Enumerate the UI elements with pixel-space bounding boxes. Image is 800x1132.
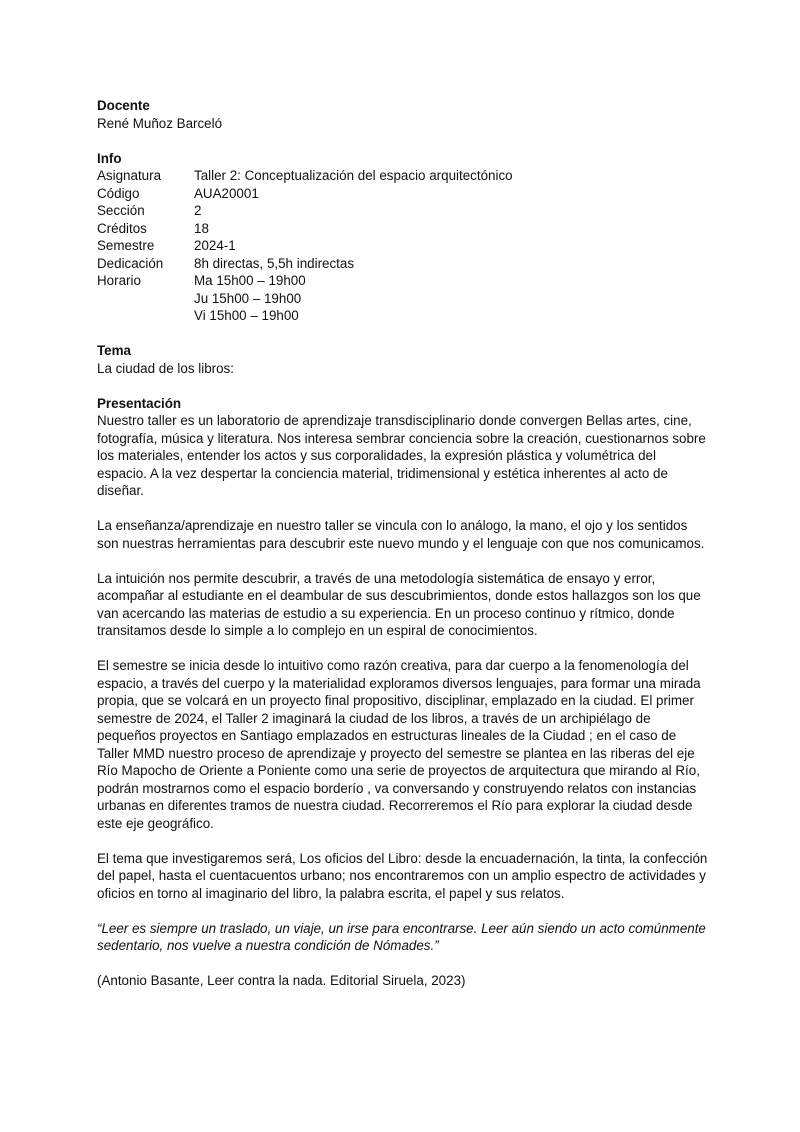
info-heading: Info xyxy=(97,150,122,166)
presentacion-paragraph: Nuestro taller es un laboratorio de aprendizaje transdisciplinario donde convergen Bellas artes, cine, fotografía, música y literatura. Nos interesa sembrar conciencia sobre la creación, cuestionarnos sobre los materiales, entender los actos y sus corporalidades, la expresión plástica y volumétrica del espacio. A la vez despertar la conciencia material, tridimensional y estética inherentes al acto de diseñar. xyxy=(97,413,706,498)
document-page xyxy=(97,97,709,1007)
info-value: 8h directas, 5,5h indirectas xyxy=(194,255,355,271)
info-key: Sección xyxy=(97,203,145,218)
info-row-creditos xyxy=(97,220,709,238)
horario-slot: Ju 15h00 – 19h00 xyxy=(194,290,302,306)
citation: (Antonio Basante, Leer contra la nada. Editorial Siruela, 2023) xyxy=(97,973,466,988)
info-row-horario xyxy=(97,272,709,325)
horario-list xyxy=(194,272,709,325)
info-value: 2 xyxy=(194,203,202,218)
horario-slot: Ma 15h00 – 19h00 xyxy=(194,273,306,288)
info-row-seccion xyxy=(97,202,709,220)
presentacion-section xyxy=(97,395,709,990)
info-value: 2024-1 xyxy=(194,238,236,253)
info-section xyxy=(97,150,709,325)
presentacion-paragraph: El semestre se inicia desde lo intuitivo como razón creativa, para dar cuerpo a la fenomenología del espacio, a través del cuerpo y la materialidad exploramos diversos lenguajes, para formar una mirada propia, que se volcará en un proyecto final propositivo, disciplinar, emplazado en la ciudad. El primer semestre de 2024, el Taller 2 imaginará la ciudad de los libros, a través de un archipiélago de pequeños proyectos en Santiago emplazados en estructuras lineales de la Ciudad ; en el caso de Taller MMD nuestro proceso de aprendizaje y proyecto del semestre se plantea en las riberas del eje Río Mapocho de Oriente a Poniente como una serie de proyectos de arquitectura que mirando al Río, podrán mostrarnos como el espacio borderío , va conversando y construyendo relatos con instancias urbanas en diferentes tramos de nuestra ciudad. Recorreremos el Río para explorar la ciudad desde este eje geográfico. xyxy=(97,658,701,831)
info-row-semestre xyxy=(97,237,709,255)
docente-heading: Docente xyxy=(97,98,150,113)
docente-name: René Muñoz Barceló xyxy=(97,115,223,131)
presentacion-heading: Presentación xyxy=(97,395,182,411)
info-key: Código xyxy=(97,185,140,201)
presentacion-paragraph: La enseñanza/aprendizaje en nuestro taller se vincula con lo análogo, la mano, el ojo y los sentidos son nuestras herramientas para descubrir este nuevo mundo y el lenguaje con que nos comunicamos. xyxy=(97,518,705,551)
tema-text: La ciudad de los libros: xyxy=(97,360,234,376)
tema-section xyxy=(97,342,709,377)
presentacion-paragraph: La intuición nos permite descubrir, a través de una metodología sistemática de ensayo y error, acompañar al estudiante en el deambular de sus descubrimientos, donde estos hallazgos son los que van acercando las materias de estudio a su experiencia. En un proceso continuo y rítmico, donde transitamos desde lo simple a lo complejo en un espiral de conocimientos. xyxy=(97,570,701,638)
horario-slot: Vi 15h00 – 19h00 xyxy=(194,308,299,323)
info-value: AUA20001 xyxy=(194,185,259,201)
info-key: Dedicación xyxy=(97,255,164,271)
info-key: Horario xyxy=(97,273,141,288)
docente-section xyxy=(97,97,709,132)
info-value: 18 xyxy=(194,220,209,236)
presentacion-paragraph: El tema que investigaremos será, Los oficios del Libro: desde la encuadernación, la tinta, la confección del papel, hasta el cuentacuentos urbano; nos encontraremos con un amplio espectro de actividades y oficios en torno al imaginario del libro, la palabra escrita, el papel y sus relatos. xyxy=(97,850,708,901)
info-key: Semestre xyxy=(97,238,155,253)
info-key: Créditos xyxy=(97,220,147,236)
info-row-dedicacion xyxy=(97,255,709,273)
quote: “Leer es siempre un traslado, un viaje, un irse para encontrarse. Leer aún siendo un acto comúnmente sedentario, nos vuelve a nuestra condición de Nómades.” xyxy=(97,920,706,953)
info-row-codigo xyxy=(97,185,709,203)
info-key: Asignatura xyxy=(97,168,162,183)
tema-heading: Tema xyxy=(97,343,131,358)
info-row-asignatura xyxy=(97,167,709,185)
info-value: Taller 2: Conceptualización del espacio arquitectónico xyxy=(194,168,513,183)
